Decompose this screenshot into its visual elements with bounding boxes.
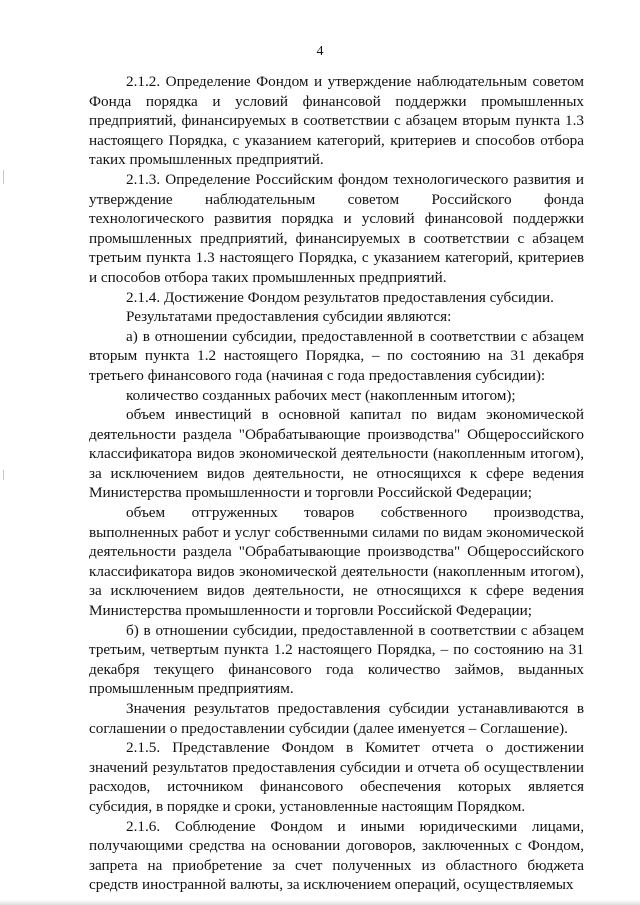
paragraph-results-values: Значения результатов предоставления субсидии устанавливаются в соглашении о предоставлении субсидии (далее именуется – Соглашение). [89, 700, 584, 737]
paragraph-item-a: а) в отношении субсидии, предоставленной в соответствии с абзацем вторым пункта 1.2 настоящего Порядка, – по состоянию на 31 декабря третьего финансового года (начиная с года предоставления субсидии): [89, 327, 584, 384]
paragraph-2-1-4: 2.1.4. Достижение Фондом результатов предоставления субсидии. [126, 288, 554, 306]
paragraph-2-1-5: 2.1.5. Представление Фондом в Комитет отчета о достижении значений результатов предоставления субсидии и отчета об осуществлении расходов, источником финансового обеспечения которых является субсидия, в порядке и сроки, установленные настоящим Порядком. [89, 739, 584, 815]
page-number: 4 [316, 44, 324, 59]
document-body [89, 72, 584, 895]
paragraph-investment-volume: объем инвестиций в основной капитал по видам экономической деятельности раздела "Обрабатывающие производства" Общероссийского классификатора видов экономической деятельности (накопленным итогом), за исключением видов деятельности, не относящихся к сфере ведения Министерства промышленности и торговли Российской Федерации; [89, 406, 584, 502]
paragraph-jobs-count: количество созданных рабочих мест (накопленным итогом); [126, 386, 516, 404]
paragraph-2-1-6: 2.1.6. Соблюдение Фондом и иными юридическими лицами, получающими средства на основании договоров, заключенных с Фондом, запрета на приобретение за счет полученных из областного бюджета средств иностранной валюты, за исключением операций, осуществляемых [89, 817, 584, 894]
scan-bottom-edge [0, 900, 640, 905]
paragraph-shipped-goods-volume: объем отгруженных товаров собственного производства, выполненных работ и услуг собственными силами по видам экономической деятельности раздела "Обрабатывающие производства" Общероссийского классификатора видов экономической деятельности (накопленным итогом), за исключением видов деятельности, не относящихся к сфере ведения Министерства промышленности и торговли Российской Федерации; [89, 504, 584, 620]
paragraph-item-b: б) в отношении субсидии, предоставленной в соответствии с абзацем третьим, четвертым пункта 1.2 настоящего Порядка, – по состоянию на 31 декабря текущего финансового года количество займов, выданных промышленным предприятиям. [89, 621, 584, 698]
paragraph-results-intro: Результатами предоставления субсидии являются: [126, 308, 452, 326]
scan-margin-mark [3, 170, 4, 184]
scan-margin-mark [3, 470, 4, 480]
paragraph-2-1-3: 2.1.3. Определение Российским фондом технологического развития и утверждение наблюдательным советом Российского фонда технологического развития порядка и условий финансовой поддержки промышленных предприятий, финансируемых в соответствии с абзацем третьим пункта 1.3 настоящего Порядка, с указанием категорий, критериев и способов отбора таких промышленных предприятий. [89, 170, 584, 286]
paragraph-2-1-2: 2.1.2. Определение Фондом и утверждение наблюдательным советом Фонда порядка и условий финансовой поддержки промышленных предприятий, финансируемых в соответствии с абзацем вторым пункта 1.3 настоящего Порядка, с указанием категорий, критериев и способов отбора таких промышленных предприятий. [89, 73, 584, 169]
